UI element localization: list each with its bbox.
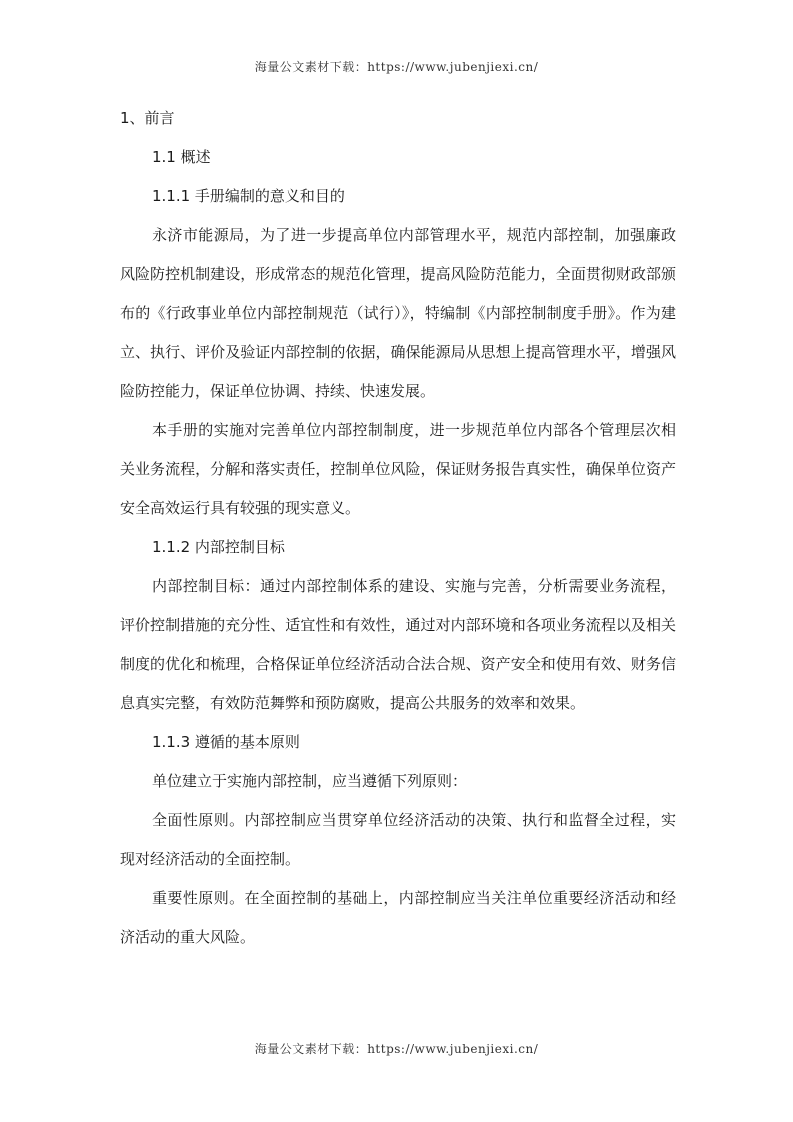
paragraph-comprehensiveness-principle: 全面性原则。内部控制应当贯穿单位经济活动的决策、执行和监督全过程，实现对经济活动的全面控制。 <box>120 811 676 868</box>
page-footer: 海量公文素材下载：https://www.jubenjiexi.cn/ <box>254 1042 539 1056</box>
paragraph-control-objectives: 内部控制目标：通过内部控制体系的建设、实施与完善，分析需要业务流程，评价控制措施的充分性、适宜性和有效性，通过对内部环境和各项业务流程以及相关制度的优化和梳理，合格保证单位经济活动合法合规、资产安全和使用有效、财务信息真实完整，有效防范舞弊和预防腐败，提高公共服务的效率和效果。 <box>120 577 676 712</box>
document-body <box>120 104 676 957</box>
section-heading-1-1: 1.1 概述 <box>152 148 211 166</box>
paragraph-importance-principle: 重要性原则。在全面控制的基础上，内部控制应当关注单位重要经济活动和经济活动的重大风险。 <box>120 889 676 946</box>
paragraph-purpose: 永济市能源局，为了进一步提高单位内部管理水平，规范内部控制，加强廉政风险防控机制建设，形成常态的规范化管理，提高风险防范能力，全面贯彻财政部颁布的《行政事业单位内部控制规范（试行）》，特编制《内部控制制度手册》。作为建立、执行、评价及验证内部控制的依据，确保能源局从思想上提高管理水平，增强风险防控能力，保证单位协调、持续、快速发展。 <box>120 226 676 400</box>
section-heading-1: 1、前言 <box>120 109 175 127</box>
page-header: 海量公文素材下载：https://www.jubenjiexi.cn/ <box>254 60 539 74</box>
section-heading-1-1-2: 1.1.2 内部控制目标 <box>152 538 285 556</box>
section-heading-1-1-3: 1.1.3 遵循的基本原则 <box>152 733 300 751</box>
paragraph-principles-intro: 单位建立于实施内部控制，应当遵循下列原则： <box>152 772 468 790</box>
section-heading-1-1-1: 1.1.1 手册编制的意义和目的 <box>152 187 345 205</box>
paragraph-significance: 本手册的实施对完善单位内部控制制度，进一步规范单位内部各个管理层次相关业务流程，分解和落实责任，控制单位风险，保证财务报告真实性，确保单位资产安全高效运行具有较强的现实意义。 <box>120 421 676 517</box>
